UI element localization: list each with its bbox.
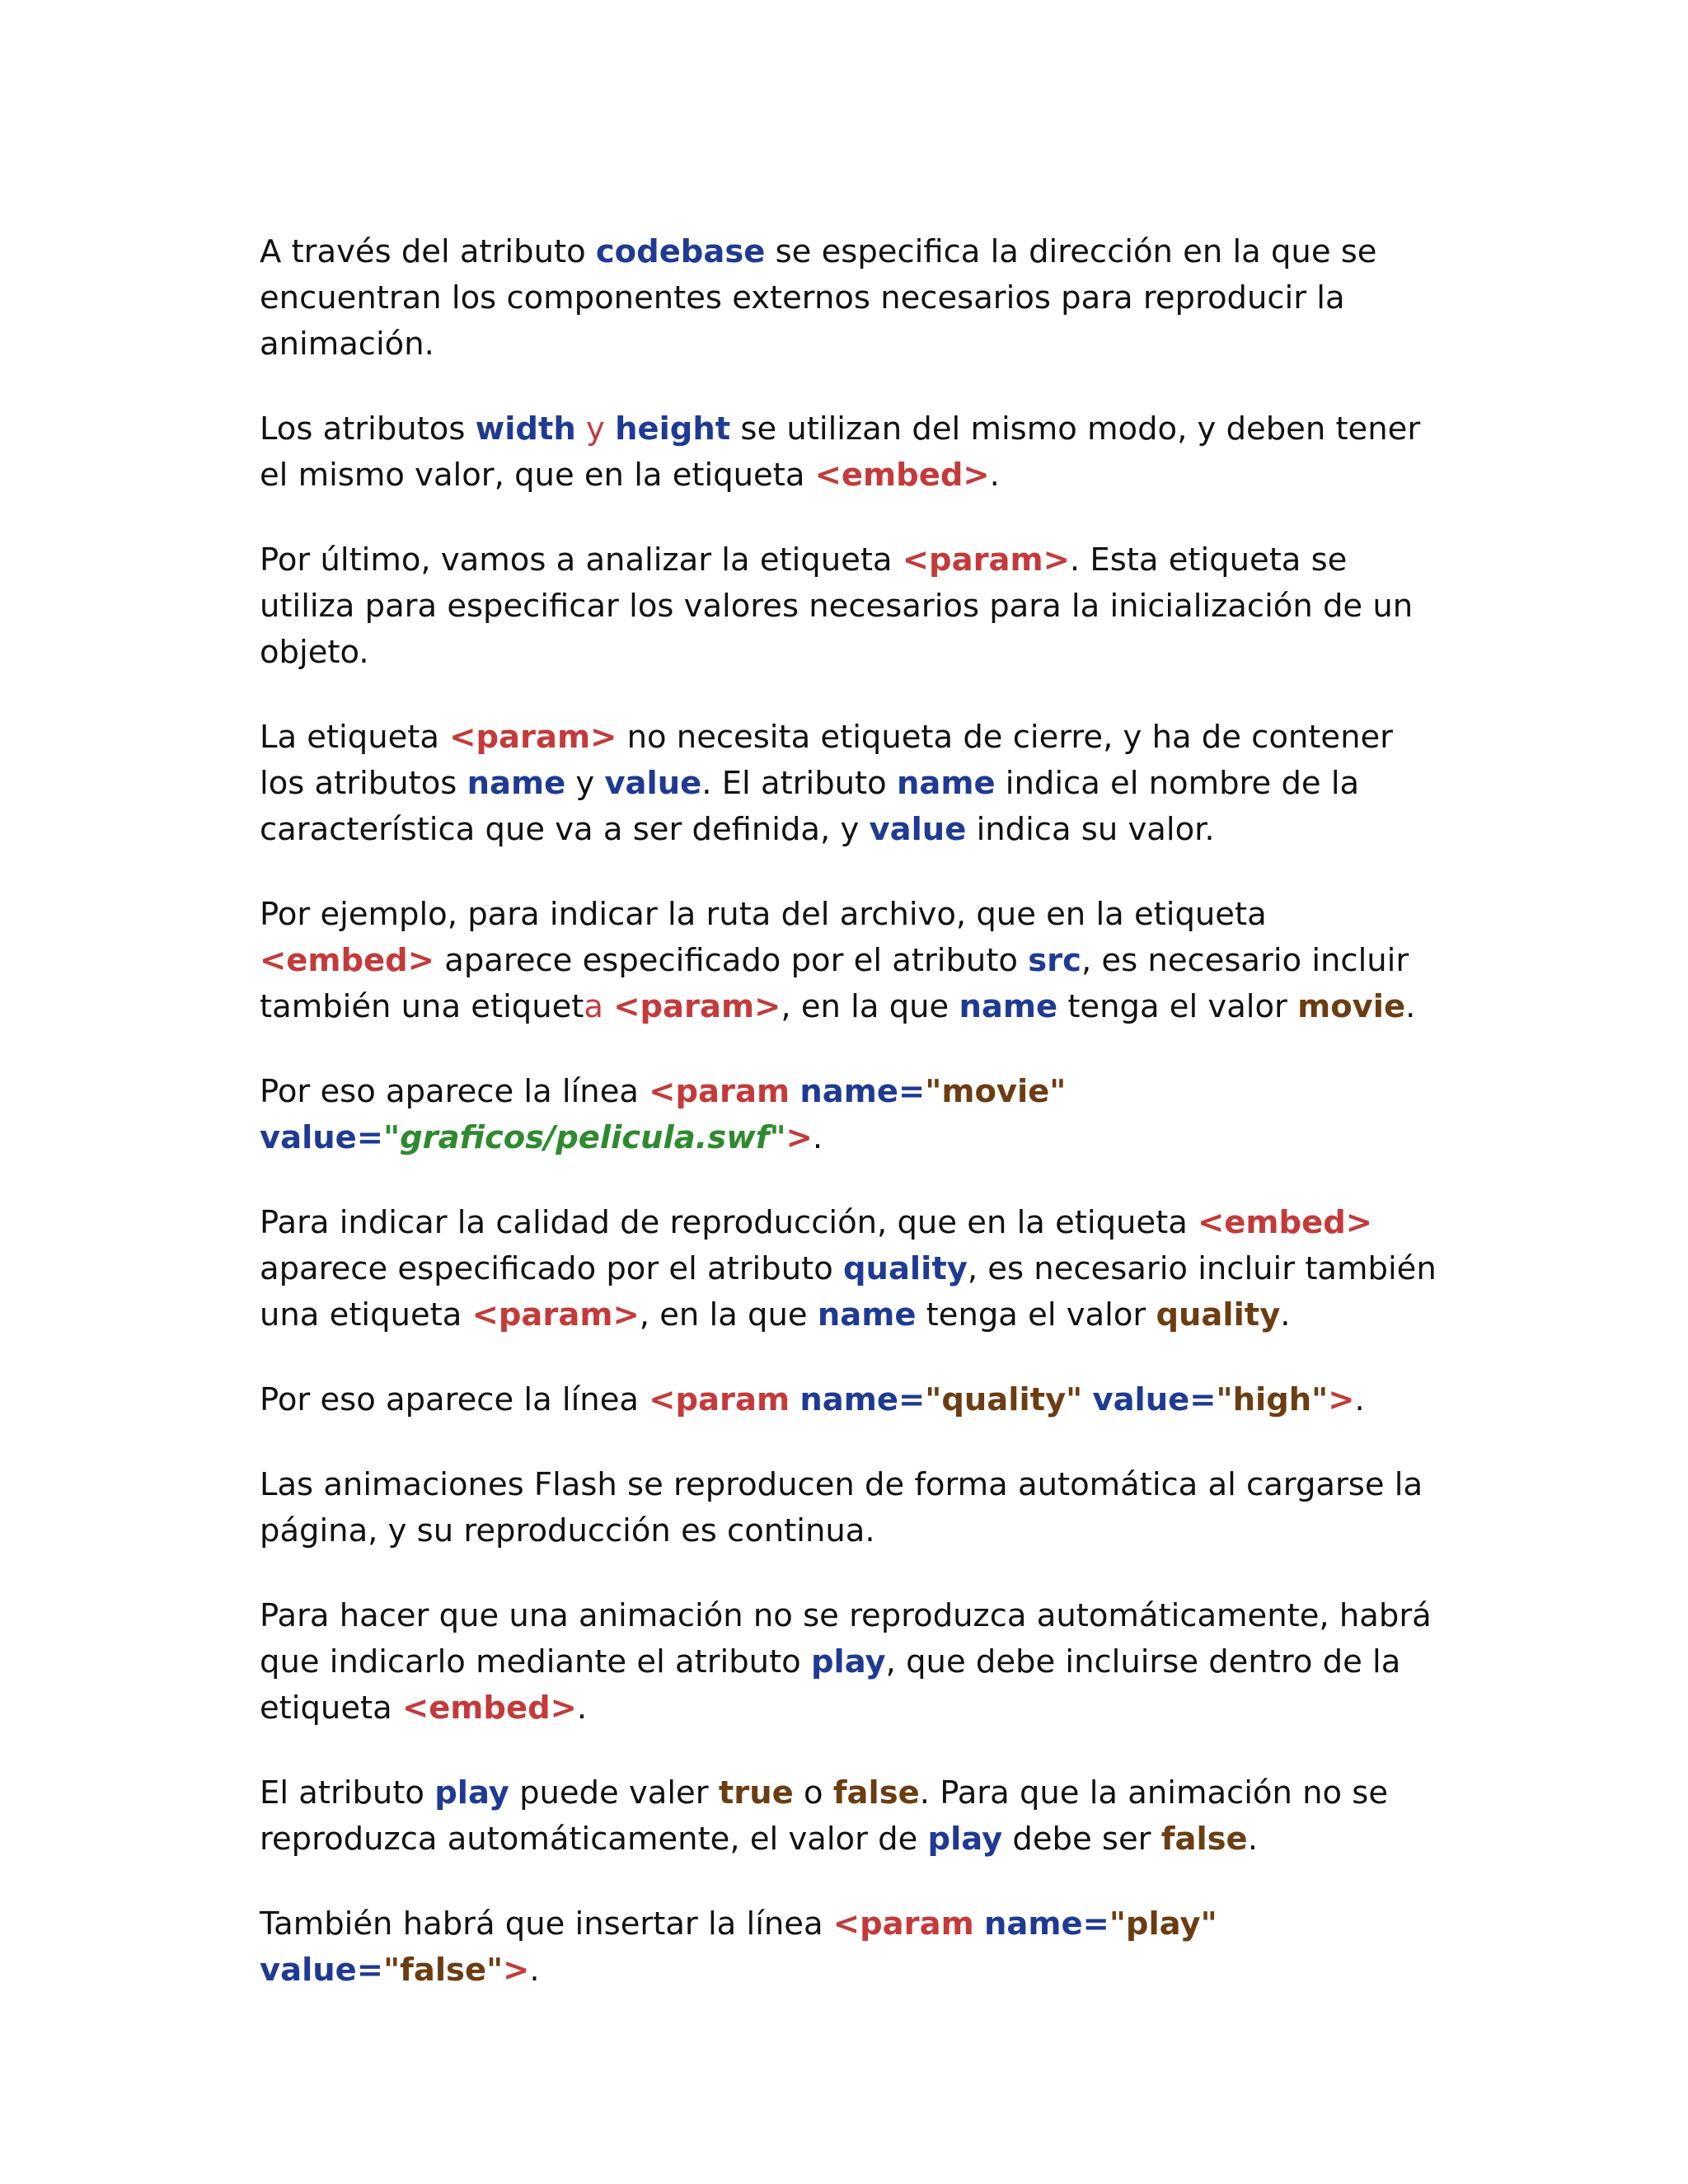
text-run: aparece especificado por el atributo	[260, 1250, 843, 1287]
path-value-token: "graficos/pelicula.swf"	[383, 1119, 786, 1156]
text-run: .	[1247, 1821, 1258, 1858]
paragraph-p4	[260, 715, 1438, 853]
highlighted-letter: a	[584, 988, 603, 1025]
text-run: Por último, vamos a analizar la etiqueta	[260, 541, 903, 579]
value-token: movie	[1297, 988, 1406, 1025]
attribute-token: value=	[1092, 1381, 1217, 1418]
text-run: o	[793, 1774, 833, 1811]
value-token: quality	[1156, 1296, 1281, 1333]
value-token: "quality"	[925, 1381, 1083, 1418]
text-run: .	[989, 457, 1000, 494]
attribute-token: value	[604, 765, 702, 802]
text-run	[790, 1381, 799, 1418]
text-run: También habrá que insertar la línea	[260, 1905, 833, 1943]
text-run: . Esta etiqueta se utiliza para especificar los valores necesarios para la inicialización de un objeto.	[260, 541, 1414, 671]
text-run: . Para que la animación no se reproduzca automáticamente, el valor de	[260, 1774, 1389, 1858]
attribute-token: quality	[842, 1250, 968, 1287]
attribute-token: name	[467, 765, 566, 802]
attribute-token: value=	[260, 1119, 384, 1156]
text-run: puede valer	[509, 1774, 719, 1811]
text-run: Para indicar la calidad de reproducción, que en la etiqueta	[260, 1204, 1198, 1241]
attribute-token: name=	[799, 1073, 926, 1110]
text-run	[974, 1905, 984, 1943]
text-run: se utilizan del mismo modo, y deben tener el mismo valor, que en la etiqueta	[260, 410, 1421, 494]
paragraph-p7	[260, 1200, 1438, 1338]
text-run	[790, 1073, 799, 1110]
text-run: Por ejemplo, para indicar la ruta del archivo, que en la etiqueta	[260, 896, 1267, 933]
attribute-token: name=	[799, 1381, 926, 1418]
attribute-token: name	[959, 988, 1058, 1025]
text-run: .	[1280, 1296, 1291, 1333]
html-tag-token: <param	[832, 1905, 974, 1943]
paragraph-p9	[260, 1462, 1438, 1554]
html-tag-token: >	[785, 1119, 813, 1156]
html-tag-token: <param>	[902, 541, 1070, 579]
attribute-token: play	[434, 1774, 509, 1811]
text-run: Los atributos	[260, 410, 476, 448]
text-run: Para hacer que una animación no se reproduzca automáticamente, habrá que indicarlo mediante el atributo	[260, 1597, 1432, 1680]
text-run: indica el nombre de la característica que va a ser definida, y	[260, 765, 1360, 848]
text-run: El atributo	[260, 1774, 435, 1811]
highlighted-letter: y	[586, 410, 605, 448]
text-run: , es necesario incluir también una etiquet	[260, 942, 1409, 1025]
text-run: y	[565, 765, 605, 802]
text-run: , en la que	[781, 988, 959, 1025]
html-tag-token: >	[503, 1952, 530, 1989]
paragraph-p10	[260, 1593, 1438, 1732]
document-body	[260, 229, 1438, 2032]
value-token: "play"	[1109, 1905, 1217, 1943]
text-run: .	[1354, 1381, 1365, 1418]
value-token: "movie"	[925, 1073, 1067, 1110]
text-run	[605, 410, 615, 448]
html-tag-token: >	[1328, 1381, 1355, 1418]
text-run: no necesita etiqueta de cierre, y ha de contener los atributos	[260, 719, 1393, 802]
attribute-token: name=	[983, 1905, 1109, 1943]
html-tag-token: <param	[649, 1073, 790, 1110]
text-run: , es necesario incluir también una etiqueta	[260, 1250, 1437, 1333]
text-run: .	[1405, 988, 1416, 1025]
attribute-token: value=	[260, 1952, 384, 1989]
html-tag-token: <param>	[471, 1296, 640, 1333]
value-token: true	[718, 1774, 794, 1811]
attribute-token: name	[817, 1296, 917, 1333]
attribute-token: play	[810, 1643, 886, 1680]
text-run: . El atributo	[701, 765, 897, 802]
html-tag-token: <embed>	[1198, 1204, 1373, 1241]
text-run: debe ser	[1002, 1821, 1161, 1858]
paragraph-p6	[260, 1069, 1438, 1161]
text-run: se especifica la dirección en la que se encuentran los componentes externos necesarios para reproducir la animación.	[260, 233, 1377, 363]
text-run: A través del atributo	[260, 233, 596, 270]
text-run	[1082, 1381, 1092, 1418]
text-run: .	[812, 1119, 823, 1156]
text-run: La etiqueta	[260, 719, 450, 756]
paragraph-p1	[260, 229, 1438, 368]
text-run: Por eso aparece la línea	[260, 1073, 649, 1110]
value-token: "false"	[383, 1952, 504, 1989]
text-run: aparece especificado por el atributo	[434, 942, 1029, 979]
html-tag-token: <param>	[449, 719, 617, 756]
html-tag-token: <embed>	[814, 457, 990, 494]
text-run: Las animaciones Flash se reproducen de forma automática al cargarse la página, y su reproducción es continua.	[260, 1466, 1423, 1549]
text-run: tenga el valor	[1057, 988, 1298, 1025]
text-run: .	[576, 1690, 588, 1727]
paragraph-p2	[260, 406, 1438, 499]
text-run: , que debe incluirse dentro de la etiqueta	[260, 1643, 1401, 1727]
text-run: .	[529, 1952, 540, 1989]
html-tag-token: <param>	[613, 988, 781, 1025]
paragraph-p12	[260, 1901, 1438, 1994]
text-run: indica su valor.	[966, 811, 1215, 848]
text-run: tenga el valor	[916, 1296, 1156, 1333]
text-run: , en la que	[639, 1296, 818, 1333]
attribute-token: height	[615, 410, 731, 448]
value-token: false	[1160, 1821, 1248, 1858]
paragraph-p5	[260, 892, 1438, 1030]
html-tag-token: <embed>	[260, 942, 434, 979]
paragraph-p3	[260, 537, 1438, 676]
paragraph-p11	[260, 1770, 1438, 1863]
html-tag-token: <embed>	[401, 1690, 577, 1727]
text-run: Por eso aparece la línea	[260, 1381, 649, 1418]
attribute-token: src	[1028, 942, 1081, 979]
text-run	[603, 988, 613, 1025]
attribute-token: name	[896, 765, 996, 802]
attribute-token: play	[927, 1821, 1003, 1858]
paragraph-p8	[260, 1377, 1438, 1423]
attribute-token: width	[475, 410, 576, 448]
attribute-token: codebase	[595, 233, 766, 270]
value-token: false	[832, 1774, 920, 1811]
text-run	[576, 410, 586, 448]
html-tag-token: <param	[649, 1381, 790, 1418]
attribute-token: value	[869, 811, 967, 848]
value-token: "high"	[1216, 1381, 1329, 1418]
